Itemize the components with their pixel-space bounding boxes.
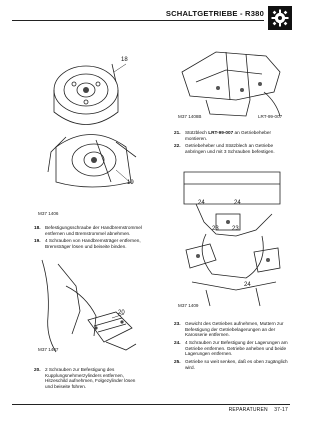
page-header-title: SCHALTGETRIEBE - R380	[165, 9, 264, 18]
step-text: Gewicht des Getriebes aufnehmen, Muttern zur Befestigung der Getriebelagerungen an der Karosserie entfernen.	[185, 321, 284, 338]
slave-cylinder-illustration	[36, 256, 144, 356]
steps-block-left-bottom	[34, 367, 144, 392]
step-text: 4 Schrauben von Handbremsträger entfernen, Bremsträger lösen und beiseite binden.	[45, 238, 141, 249]
figure-callout: 24	[244, 282, 251, 288]
step-text: Getriebeheber und Stützblech an Getriebe anbringen und mit 3 Schrauben befestigen.	[185, 143, 275, 154]
step-24	[174, 340, 292, 357]
step-number: 25.	[174, 358, 181, 364]
figure-code: M37 1406	[38, 211, 59, 216]
figure-code: M37 1409	[178, 303, 199, 308]
step-20	[34, 367, 144, 389]
figure-callout: 19	[127, 180, 134, 186]
step-text: 4 Schrauben zur Befestigung der Lagerungen am Getriebe entfernen. Getriebe anheben und beide Lagerungen entfernen.	[185, 339, 288, 357]
step-number: 22.	[174, 143, 181, 149]
page-footer	[229, 407, 288, 413]
figure-ref-tool: LRT-99-007	[258, 114, 283, 119]
step-text: Stützblech	[185, 130, 209, 135]
step-text: Befestigungsschraube der Handbremstrommel entfernen und Bremstrommel abnehmen.	[45, 225, 142, 236]
step-number: 24.	[174, 339, 181, 345]
gear-logo-icon	[268, 6, 292, 30]
figure-callout: 23	[212, 226, 219, 232]
figure-code: M37 1408B	[178, 114, 202, 119]
step-text: Getriebe so weit senken, daß es oben zugänglich wird.	[185, 358, 288, 370]
footer-page-number: 37-17	[274, 407, 288, 413]
gearbox-mountings-illustration	[176, 164, 288, 312]
figure-slave-cylinder	[36, 256, 144, 356]
tool-reference: LRT-99-007	[208, 130, 234, 135]
step-number: 20.	[34, 367, 41, 372]
figure-code: M37 1407	[38, 347, 59, 352]
step-number: 18.	[34, 225, 41, 230]
header-rule	[12, 20, 264, 21]
step-text: 2 Schrauben zur Befestigung des Kupplungsnehmerzylinders entfernen, Hitzeschild aufnehmen, Folgezylinder lösen und beiseite führen.	[45, 367, 136, 389]
step-21	[174, 130, 292, 141]
step-text: an Getriebeheber montieren.	[185, 130, 272, 141]
figure-callout: 23	[232, 226, 239, 232]
figure-gearbox-mountings	[176, 164, 288, 312]
figure-callout: 20	[118, 310, 125, 316]
steps-block-right-bottom	[174, 321, 292, 372]
steps-block-right-top	[174, 130, 292, 157]
step-25	[174, 359, 292, 370]
step-19	[34, 238, 144, 249]
step-22	[174, 143, 292, 154]
figure-callout: 24	[234, 200, 241, 206]
step-number: 19.	[34, 238, 41, 244]
jack-plate-illustration	[176, 42, 288, 122]
step-18	[34, 225, 144, 236]
step-number: 21.	[174, 130, 181, 135]
step-number: 23.	[174, 321, 181, 326]
figure-callout: 24	[198, 200, 205, 206]
steps-block-left-top	[34, 225, 144, 252]
footer-rule	[12, 404, 290, 405]
figure-jack-plate	[176, 42, 288, 122]
step-23	[174, 321, 292, 338]
figure-callout: 18	[121, 57, 128, 63]
figure-brake-drum	[36, 42, 146, 192]
brake-drum-illustration	[36, 42, 146, 192]
footer-section: REPARATUREN	[228, 407, 268, 413]
